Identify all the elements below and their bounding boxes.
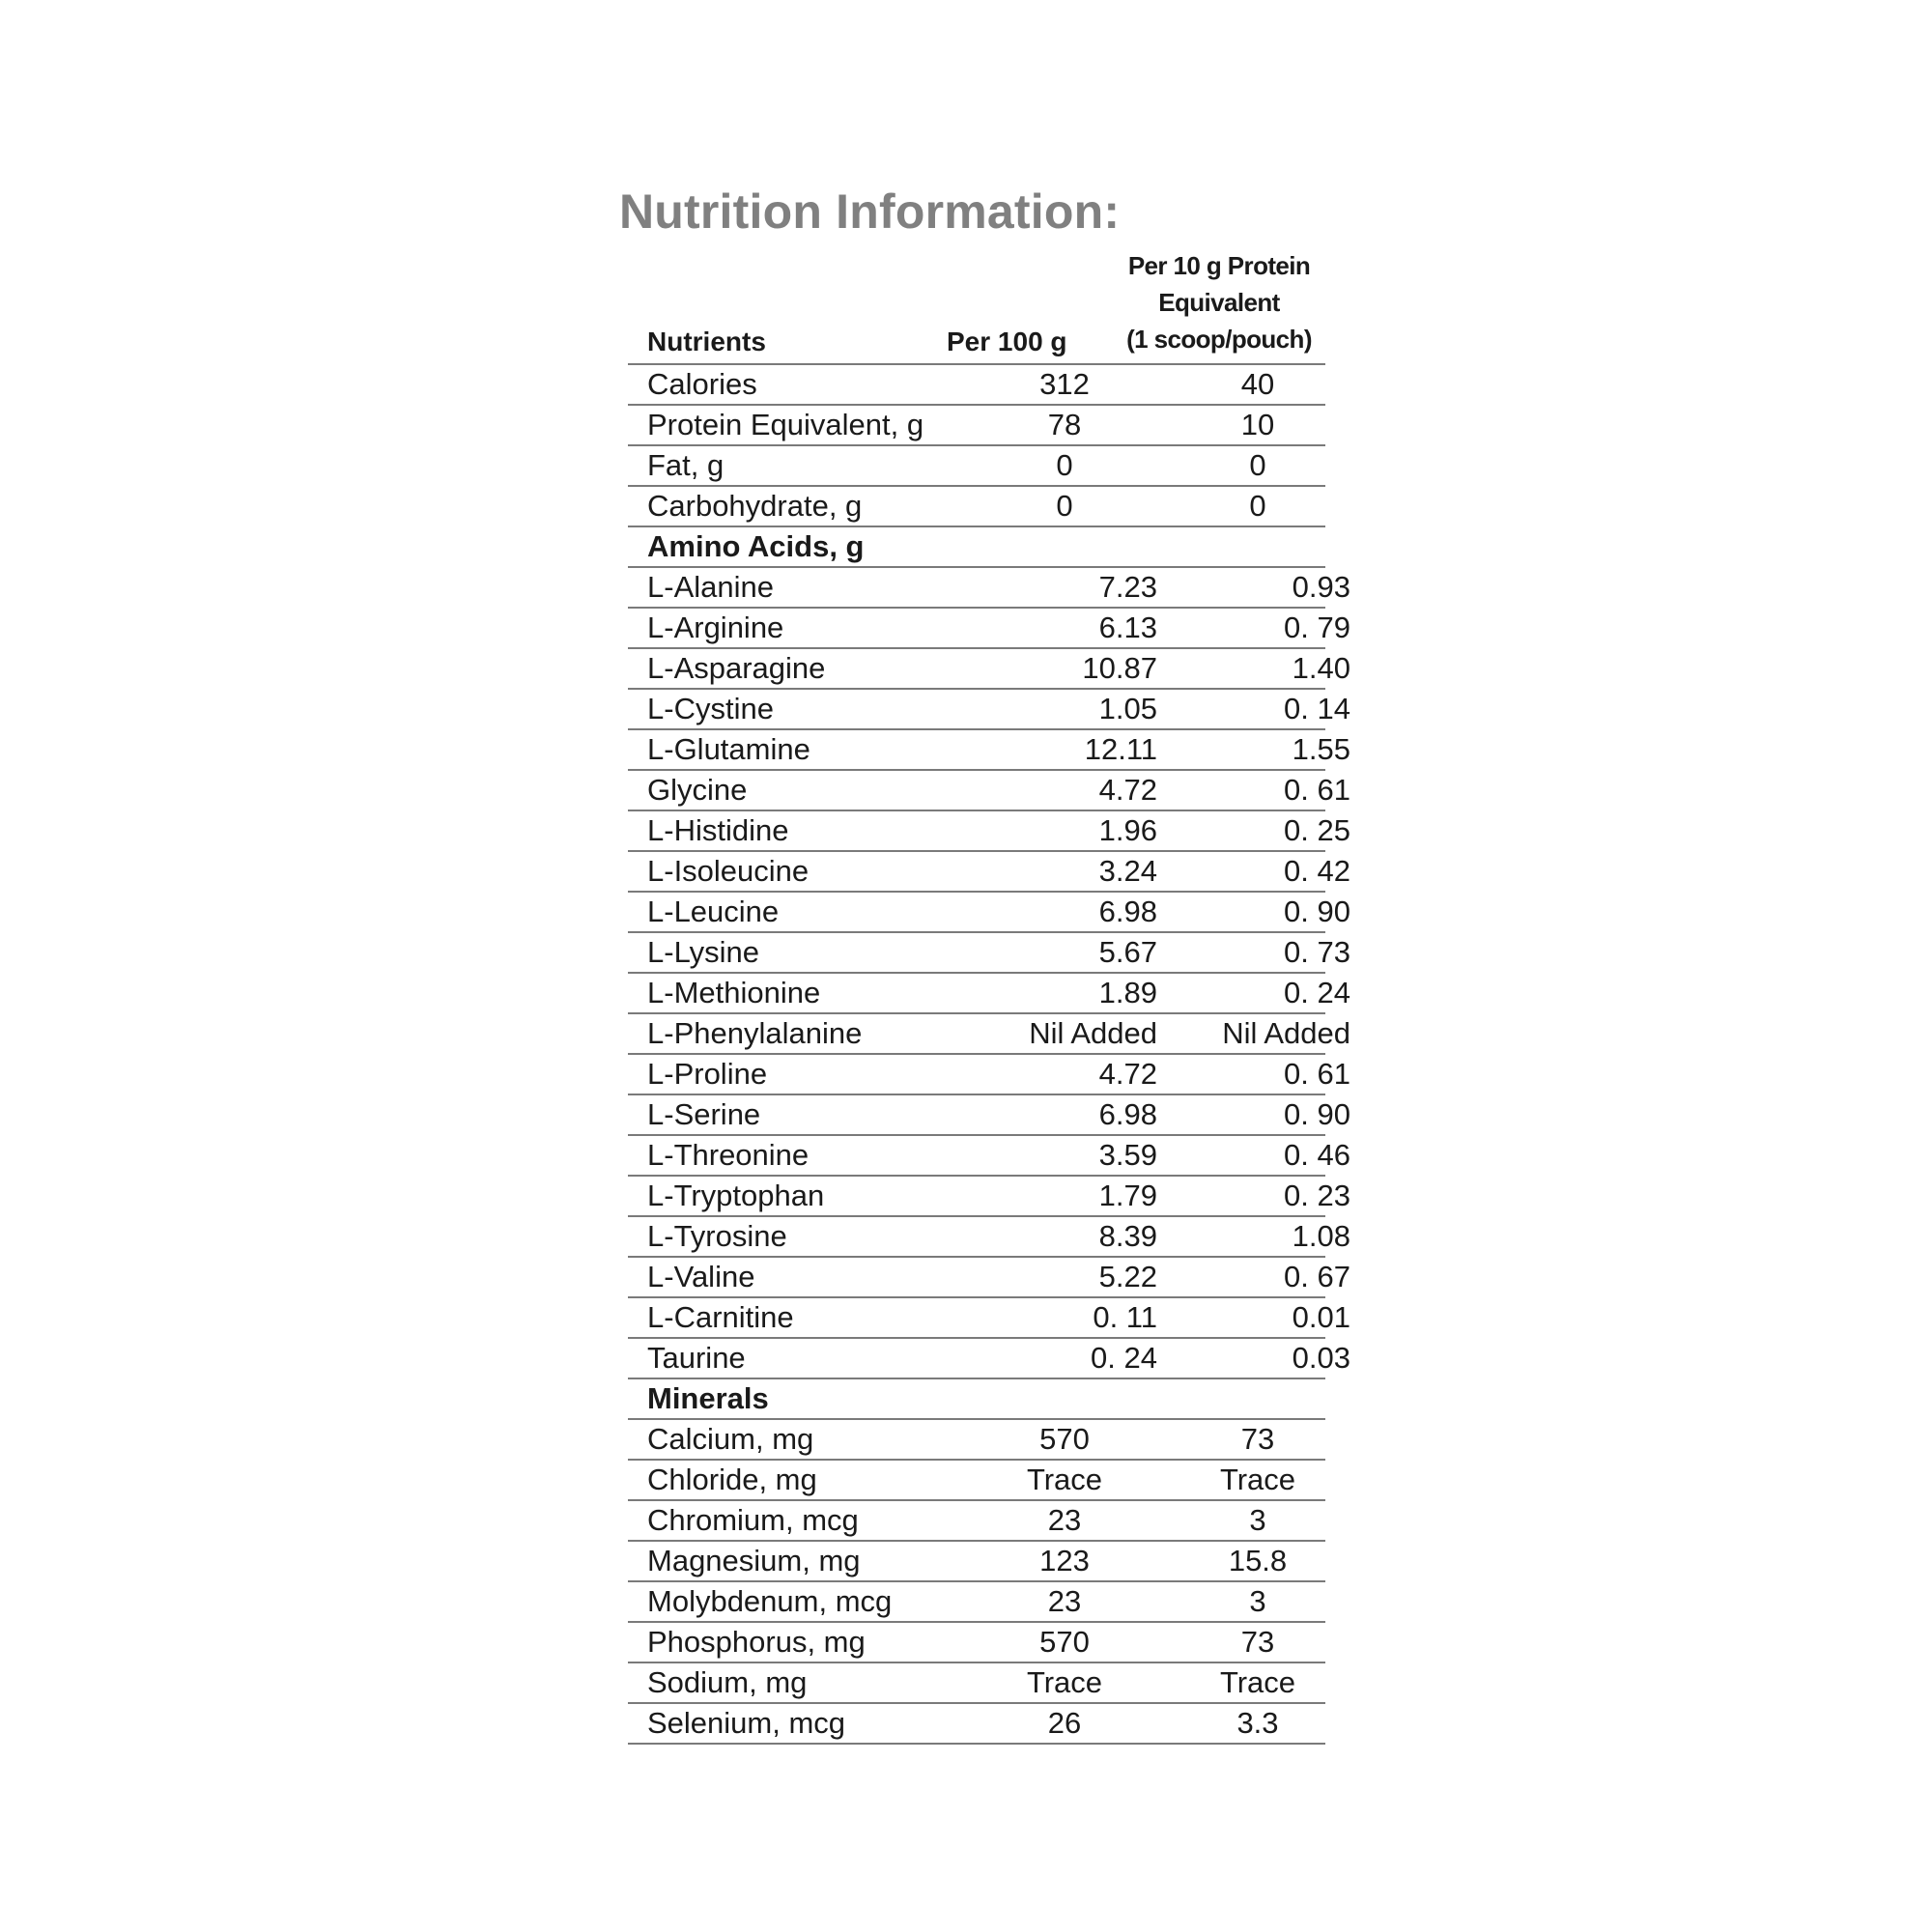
nutrient-name: L-Tryptophan bbox=[647, 1179, 825, 1212]
table-row bbox=[628, 1623, 1325, 1663]
nutrient-name: Calcium, mg bbox=[647, 1422, 814, 1456]
table-row bbox=[628, 811, 1350, 852]
table-row bbox=[628, 1095, 1350, 1136]
nutrient-name: Magnesium, mg bbox=[647, 1544, 861, 1577]
table-row bbox=[628, 893, 1350, 933]
table-row bbox=[628, 649, 1350, 690]
value-per-100g: 4.72 bbox=[1098, 1057, 1157, 1091]
value-per-10g: 0. 90 bbox=[1284, 1097, 1350, 1131]
value-per-10g: 0. 24 bbox=[1284, 976, 1350, 1009]
value-per-100g: 1.79 bbox=[1098, 1179, 1157, 1212]
value-per-10g: 3 bbox=[1249, 1503, 1266, 1537]
value-per-10g: 0. 61 bbox=[1284, 773, 1350, 807]
value-per-10g: 73 bbox=[1240, 1625, 1275, 1659]
column-header-per-10g-line3: (1 scoop/pouch) bbox=[1126, 325, 1312, 354]
value-per-100g: 4.72 bbox=[1098, 773, 1157, 807]
table-row bbox=[628, 1055, 1350, 1095]
nutrition-table bbox=[628, 242, 1350, 1745]
page-title: Nutrition Information: bbox=[619, 185, 1121, 239]
table-row bbox=[628, 1258, 1350, 1298]
value-per-10g: 0.03 bbox=[1292, 1341, 1350, 1375]
value-per-10g: Trace bbox=[1219, 1665, 1296, 1699]
nutrient-name: L-Asparagine bbox=[647, 651, 826, 685]
nutrient-name: L-Methionine bbox=[647, 976, 821, 1009]
value-per-100g: Nil Added bbox=[1029, 1016, 1157, 1050]
value-per-10g: 0. 42 bbox=[1284, 854, 1350, 888]
value-per-10g: 15.8 bbox=[1228, 1544, 1288, 1577]
value-per-100g: 1.05 bbox=[1098, 692, 1157, 725]
nutrient-name: Phosphorus, mg bbox=[647, 1625, 866, 1659]
nutrient-name: L-Cystine bbox=[647, 692, 774, 725]
value-per-10g: 0. 14 bbox=[1284, 692, 1350, 725]
table-row bbox=[628, 1461, 1325, 1501]
value-per-100g: 26 bbox=[1047, 1706, 1082, 1740]
nutrient-name: L-Threonine bbox=[647, 1138, 810, 1172]
table-row bbox=[628, 609, 1350, 649]
value-per-10g: 73 bbox=[1240, 1422, 1275, 1456]
nutrient-name: L-Carnitine bbox=[647, 1300, 794, 1334]
value-per-100g: 0 bbox=[1056, 489, 1073, 523]
table-row bbox=[628, 1501, 1325, 1542]
value-per-100g: 570 bbox=[1039, 1422, 1090, 1456]
nutrient-name: L-Proline bbox=[647, 1057, 768, 1091]
value-per-100g: 3.59 bbox=[1098, 1138, 1157, 1172]
value-per-100g: 1.96 bbox=[1098, 813, 1157, 847]
value-per-10g: 1.08 bbox=[1292, 1219, 1350, 1253]
value-per-10g: 0. 79 bbox=[1284, 611, 1350, 644]
nutrient-name: Fat, g bbox=[647, 448, 724, 482]
value-per-10g: 0. 23 bbox=[1284, 1179, 1350, 1212]
section-row-amino-acids bbox=[628, 527, 1325, 568]
mineral-rows bbox=[628, 1420, 1325, 1745]
value-per-100g: 23 bbox=[1047, 1503, 1082, 1537]
value-per-10g: 3 bbox=[1249, 1584, 1266, 1618]
table-row bbox=[628, 771, 1350, 811]
table-row bbox=[628, 446, 1325, 487]
table-row bbox=[628, 406, 1325, 446]
table-row bbox=[628, 1298, 1350, 1339]
amino-acid-rows bbox=[628, 568, 1350, 1379]
section-label: Amino Acids, g bbox=[647, 529, 865, 563]
value-per-100g: 5.22 bbox=[1098, 1260, 1157, 1293]
value-per-100g: 23 bbox=[1047, 1584, 1082, 1618]
value-per-10g: 0.01 bbox=[1292, 1300, 1350, 1334]
value-per-10g: 0 bbox=[1249, 489, 1266, 523]
nutrient-name: L-Isoleucine bbox=[647, 854, 810, 888]
value-per-10g: 0. 46 bbox=[1284, 1138, 1350, 1172]
table-row bbox=[628, 852, 1350, 893]
value-per-10g: 0.93 bbox=[1292, 570, 1350, 604]
value-per-100g: 0. 11 bbox=[1093, 1300, 1157, 1334]
value-per-100g: 123 bbox=[1039, 1544, 1090, 1577]
table-row bbox=[628, 1339, 1350, 1379]
nutrient-name: Carbohydrate, g bbox=[647, 489, 863, 523]
table-row bbox=[628, 730, 1350, 771]
nutrient-name: L-Serine bbox=[647, 1097, 761, 1131]
nutrient-name: Calories bbox=[647, 367, 757, 401]
value-per-100g: 0 bbox=[1056, 448, 1073, 482]
value-per-10g: 0. 67 bbox=[1284, 1260, 1350, 1293]
value-per-10g: 0. 73 bbox=[1284, 935, 1350, 969]
value-per-100g: 10.87 bbox=[1082, 651, 1157, 685]
value-per-10g: 3.3 bbox=[1236, 1706, 1279, 1740]
column-header-per-10g-line2: Equivalent bbox=[1158, 288, 1280, 317]
value-per-10g: 0. 25 bbox=[1284, 813, 1350, 847]
table-row bbox=[628, 1177, 1350, 1217]
value-per-10g: 0 bbox=[1249, 448, 1266, 482]
table-row bbox=[628, 1542, 1325, 1582]
value-per-100g: Trace bbox=[1026, 1463, 1103, 1496]
section-row-minerals bbox=[628, 1379, 1325, 1420]
table-row bbox=[628, 690, 1350, 730]
value-per-100g: 6.98 bbox=[1098, 895, 1157, 928]
section-label: Minerals bbox=[647, 1381, 769, 1415]
value-per-100g: 7.23 bbox=[1098, 570, 1157, 604]
nutrient-name: Taurine bbox=[647, 1341, 746, 1375]
value-per-10g: 0. 90 bbox=[1284, 895, 1350, 928]
value-per-100g: 78 bbox=[1047, 408, 1082, 441]
table-row bbox=[628, 1420, 1325, 1461]
nutrient-name: Molybdenum, mcg bbox=[647, 1584, 893, 1618]
nutrient-name: Protein Equivalent, g bbox=[647, 408, 924, 441]
value-per-10g: 1.55 bbox=[1292, 732, 1350, 766]
nutrient-name: L-Alanine bbox=[647, 570, 774, 604]
nutrient-name: Glycine bbox=[647, 773, 748, 807]
column-header-per-100g: Per 100 g bbox=[947, 327, 1067, 356]
table-row bbox=[628, 568, 1350, 609]
nutrient-name: L-Tyrosine bbox=[647, 1219, 787, 1253]
value-per-100g: 1.89 bbox=[1098, 976, 1157, 1009]
value-per-100g: 312 bbox=[1039, 367, 1090, 401]
general-rows bbox=[628, 365, 1325, 527]
column-header-per-10g bbox=[1113, 247, 1325, 357]
nutrient-name: L-Histidine bbox=[647, 813, 789, 847]
value-per-10g: 10 bbox=[1240, 408, 1275, 441]
column-header-per-10g-line1: Per 10 g Protein bbox=[1127, 251, 1311, 280]
value-per-10g: Trace bbox=[1219, 1463, 1296, 1496]
table-header bbox=[628, 242, 1325, 365]
table-row bbox=[628, 1217, 1350, 1258]
table-row bbox=[628, 487, 1325, 527]
value-per-100g: 5.67 bbox=[1098, 935, 1157, 969]
nutrient-name: Chloride, mg bbox=[647, 1463, 817, 1496]
value-per-100g: 8.39 bbox=[1098, 1219, 1157, 1253]
value-per-100g: 12.11 bbox=[1084, 732, 1157, 766]
value-per-100g: 6.98 bbox=[1098, 1097, 1157, 1131]
value-per-10g: 40 bbox=[1240, 367, 1275, 401]
table-row bbox=[628, 1136, 1350, 1177]
nutrient-name: Sodium, mg bbox=[647, 1665, 808, 1699]
nutrient-name: Chromium, mcg bbox=[647, 1503, 859, 1537]
nutrient-name: Selenium, mcg bbox=[647, 1706, 846, 1740]
value-per-10g: 1.40 bbox=[1292, 651, 1350, 685]
nutrient-name: L-Glutamine bbox=[647, 732, 810, 766]
nutrient-name: L-Phenylalanine bbox=[647, 1016, 863, 1050]
nutrient-name: L-Arginine bbox=[647, 611, 784, 644]
value-per-100g: 0. 24 bbox=[1091, 1341, 1157, 1375]
table-row bbox=[628, 365, 1325, 406]
table-row bbox=[628, 1663, 1325, 1704]
table-row bbox=[628, 1704, 1325, 1745]
table-row bbox=[628, 933, 1350, 974]
value-per-100g: 570 bbox=[1039, 1625, 1090, 1659]
value-per-10g: Nil Added bbox=[1222, 1016, 1350, 1050]
table-row bbox=[628, 974, 1350, 1014]
value-per-100g: Trace bbox=[1026, 1665, 1103, 1699]
table-row bbox=[628, 1014, 1350, 1055]
column-header-nutrients: Nutrients bbox=[647, 327, 766, 356]
nutrient-name: L-Valine bbox=[647, 1260, 755, 1293]
nutrient-name: L-Leucine bbox=[647, 895, 780, 928]
value-per-100g: 3.24 bbox=[1098, 854, 1157, 888]
table-row bbox=[628, 1582, 1325, 1623]
value-per-100g: 6.13 bbox=[1098, 611, 1157, 644]
nutrient-name: L-Lysine bbox=[647, 935, 760, 969]
value-per-10g: 0. 61 bbox=[1284, 1057, 1350, 1091]
